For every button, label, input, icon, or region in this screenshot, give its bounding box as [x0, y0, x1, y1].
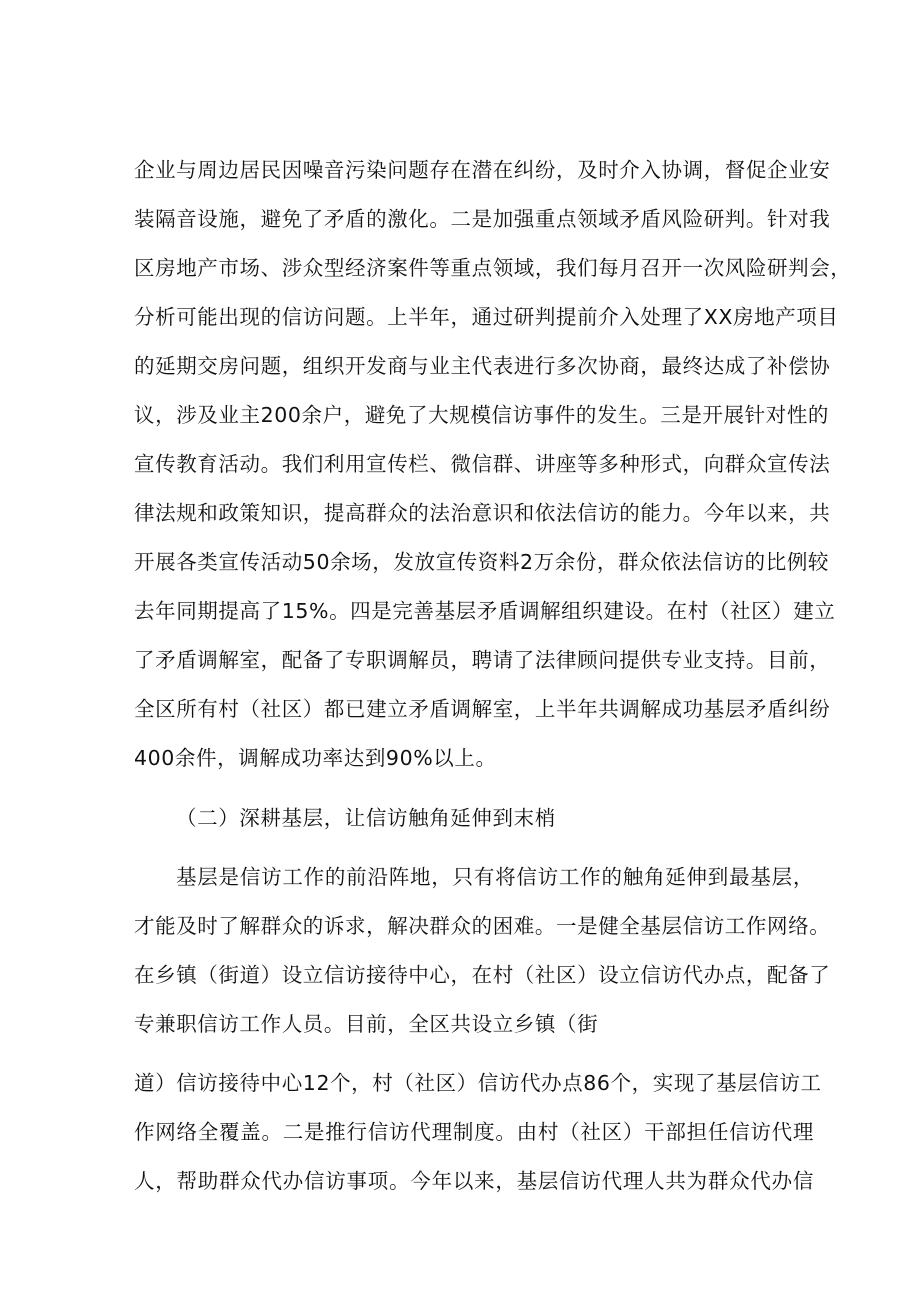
paragraph-2-line-1: 基层是信访工作的前沿阵地，只有将信访工作的触角延伸到最基层，: [176, 865, 814, 889]
paragraph-1-line-11: 了矛盾调解室，配备了专职调解员，聘请了法律顾问提供专业支持。目前，: [134, 648, 831, 672]
paragraph-1-line-7: 宣传教育活动。我们利用宣传栏、微信群、讲座等多种形式，向群众宣传法: [134, 452, 831, 476]
paragraph-3-line-2: 作网络全覆盖。二是推行信访代理制度。由村（社区）干部担任信访代理: [134, 1120, 814, 1144]
paragraph-1-line-10: 去年同期提高了15%。四是完善基层矛盾调解组织建设。在村（社区）建立: [134, 599, 836, 623]
paragraph-1-line-2: 装隔音设施，避免了矛盾的激化。二是加强重点领域矛盾风险研判。针对我: [134, 207, 831, 231]
section-heading: （二）深耕基层，让信访触角延伸到末梢: [176, 806, 556, 830]
paragraph-2-line-2: 才能及时了解群众的诉求，解决群众的困难。一是健全基层信访工作网络。: [134, 914, 831, 938]
paragraph-1-line-5: 的延期交房问题，组织开发商与业主代表进行多次协商，最终达成了补偿协: [134, 354, 831, 378]
paragraph-1-line-6: 议，涉及业主200余户，避免了大规模信访事件的发生。三是开展针对性的: [134, 403, 830, 427]
paragraph-1-line-9: 开展各类宣传活动50余场，发放宣传资料2万余份，群众依法信访的比例较: [134, 550, 830, 574]
paragraph-2-line-4: 专兼职信访工作人员。目前，全区共设立乡镇（街: [134, 1012, 599, 1036]
paragraph-3-line-1: 道）信访接待中心12个，村（社区）信访代办点86个，实现了基层信访工: [134, 1071, 822, 1095]
paragraph-1-line-8: 律法规和政策知识，提高群众的法治意识和依法信访的能力。今年以来，共: [134, 501, 831, 525]
paragraph-1-line-1: 企业与周边居民因噪音污染问题存在潜在纠纷，及时介入协调，督促企业安: [134, 158, 831, 182]
paragraph-1-line-4: 分析可能出现的信访问题。上半年，通过研判提前介入处理了XX房地产项目: [134, 305, 839, 329]
paragraph-3-line-3: 人，帮助群众代办信访事项。今年以来，基层信访代理人共为群众代办信: [134, 1169, 814, 1193]
paragraph-1-line-12: 全区所有村（社区）都已建立矛盾调解室，上半年共调解成功基层矛盾纠纷: [134, 697, 831, 721]
paragraph-1-line-3: 区房地产市场、涉众型经济案件等重点领域，我们每月召开一次风险研判会，: [134, 256, 852, 280]
paragraph-2-line-3: 在乡镇（街道）设立信访接待中心，在村（社区）设立信访代办点，配备了: [134, 963, 831, 987]
paragraph-1-line-13: 400余件，调解成功率达到90%以上。: [134, 746, 497, 770]
